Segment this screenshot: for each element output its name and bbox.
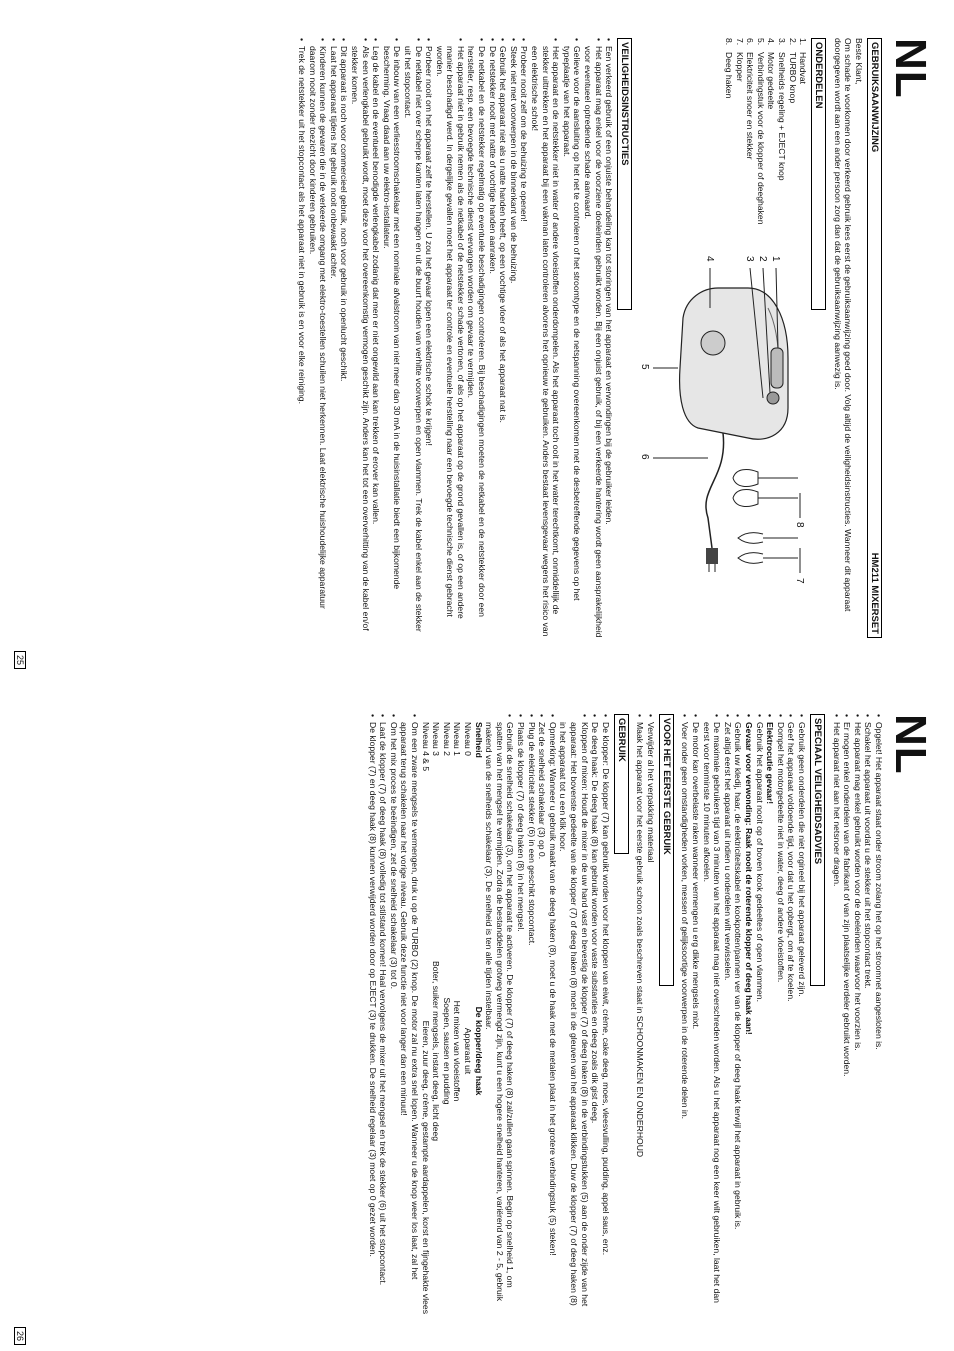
callout-2: 2 [757,256,769,262]
list-item: • De maximale gebruikers tijd van 3 minuten van het apparaat mag niet overschreden worden. Als u het apparaat nog een keer wilt gebruiken, laat het dan eerst voor tenminste 10 minuten afkoelen. [701,714,722,1314]
list-item: • Elektrocutie gevaar! [765,714,776,1314]
mixer-diagram [638,248,808,608]
list-item: • Het apparaat mag enkel gebruikt worden voor de doeleinden waarvoor het voorzien is. [852,714,863,1314]
list-item: • Probeer nooit zelf om de behuizing te openen! [519,38,530,638]
model-title: HM211 MIXERSET [869,552,880,634]
list-item: • Gevaar voor verwonding: Raak nooit de roterende klopper of deeg haak aan! [743,714,754,1314]
speed-level: Niveau 3 [431,722,442,756]
list-item: • De netkabel niet over scherpe kanten laten hangen en uit de buurt houden van verhitte voorwerpen en open vlammen. Trek de kabel enkel aan de stekker uit het stopcontact. [402,38,423,638]
mixer-illustration [638,248,808,608]
section-header-first-use: VOOR HET EERSTE GEBRUIK [659,714,674,986]
list-item: • Schakel het apparaat uit voordat u de stekker uit het stopcontact trekt. [863,714,874,1314]
warning-list [831,714,884,1314]
speed-level: Niveau 4 & 5 [420,722,431,772]
list-item: • Kinderen kunnen de gevaren die in de verkeerde omgang met elektro-toestellen schuilen niet herkennen. Laat elektrische huishoudelijke apparatuur daarom nooit zonder toezicht door kinderen gebruiken. [307,38,328,638]
list-item: • De netkabel en de netstekker regelmatig op eventuele beschadigingen controleren. Bij beschadigingen moeten de netkabel en de netstekker door een hersteller, resp. een bevoegde technische dienst vervangen worden om gevaar te vermijden. [466,38,487,638]
section-header-safety: VEILIGHEIDSINSTRUCTIES [617,38,632,310]
part-item: 4. Motor gedeelte [766,38,777,110]
list-item: • Dompel het motorgedeelte niet in water, deeg of andere vloeistoffen. [775,714,786,1314]
section-header-parts: ONDERDELEN [811,38,826,310]
list-item: • Maak het apparaat voor het eerste gebruik schoon zoals beschreven staat in SCHOONMAKEN EN ONDERHOUD [635,714,646,1314]
callout-6: 6 [639,454,651,460]
list-item: • Gebruik geen onderdelen die niet orgineel bij het apparaat geleverd zijn. [796,714,807,1314]
safety-list [296,38,614,638]
list-item: • Zet de snelheid schakelaar (3) op 0. [537,714,548,1314]
list-item: • Om een zware mengsels te vermengen, druk u op de TURBO (2) knop. De motor zal nu extra snel lopen. Wanneer u de knop weer los laat, zal het apparaat terug schakelen naar het vorige niveau. Gebruik deze functie niet voor langer dan een minuut! [399,714,420,1314]
section-header-special-safety: SPECIAAL VEILIGHEIDSADVIES [810,714,825,986]
page-26 [0,676,954,1351]
section-header-use: GEBRUIK [614,714,629,854]
parts-list [638,38,808,248]
list-item: • Zet altijd eerst het apparaat uit indien u onderdelen wilt verwisselen. [722,714,733,1314]
use-after-list [367,714,420,1314]
page-number: 26 [14,1327,26,1345]
list-item: • Gebruik de snelheid schakelaar (3), om het apparaat te activeren. De klopper (7) of deeg haken (8) zal/zullen gaan spinnen. Begin op snelheid 1, om spatten van het mengsel te vermijden. Zodra de bestanddelen grotweg vermengd zijn, kunt u een hogere snelheid hanteren, variërend van 2 - 5, gebruik makend van de snelheids schakelaar (3). De snelheid is ten alle tijden instelbaar. [484,714,516,1314]
callout-7: 7 [794,578,806,584]
intro-text: Om schade te voorkomen door verkeerd gebruik lees eerst de gebruiksaanwijzing goed door. Volg altijd de veiligheidsinstructies. Wanneer dit apparaat doorgegeven wordt aan een ander persoon zorg dan dat de gebruiksaanwijzing aanwezig is. [832,38,854,612]
list-item: • Porbeer nooit om het apparaat zelf te herstellen. U zou het gevaar lopen een elektrische schok te krijgen! [424,38,435,638]
callout-1: 1 [770,256,782,262]
language-heading: NL [886,38,935,99]
page-25 [0,0,954,675]
list-item: • Laat de klopper (7) of deeg haak (8) volledig tot stilstand komen! Haal vervolgens de mixer uit het mengsel en trek de stekker (6) uit het stopcontact. [378,714,389,1314]
section-header-manual [867,38,882,638]
manual-title: GEBRUIKSAANWIJZING [869,42,880,153]
list-item: • De klopper (7) en deeg haak (8) kunnen verwijderd worden door op EJECT (3) te drukken. De snelheid regelaar (3) moet op 0 gezet worden. [367,714,378,1314]
list-item: • Leg de kabel en de eventueel benodigde verlengkabel zodanig dat men er niet ongewild aan kan trekken of erover kan vallen. [371,38,382,638]
first-use-list [635,714,656,1314]
list-item: • De netstekker nooit met natte of vochtige handen aanraken. [487,38,498,638]
speed-use: Eieren, zuur deeg, crème, gestampte aardappelen, korst en fijngehakte vlees [420,1020,431,1314]
list-item: • Er mogen enkel onderdelen van de fabrikant of van zijn plaatselijke verdeler gebruikt worden. [842,714,853,1314]
speed-table [420,714,484,1314]
part-item: 8. Deeg haken [724,38,735,99]
speed-level: Niveau 1 [452,722,463,756]
speed-level: Niveau 2 [441,722,452,756]
list-item: • Plaats de klopper (7) of deeg haken (8) in het mengsel. [515,714,526,1314]
speed-level: Niveau 0 [463,722,473,756]
part-item: 7. Klopper [734,38,745,82]
list-item: • Trek de netstekker uit het stopcontact als het apparaat niet in gebruik is en voor elke reiniging. [296,38,307,638]
speed-use: Boter, suiker mengsels, instant deeg, licht deeg [431,960,442,1142]
list-item: • Gebruik het apparaat nooit op of boven kook gedeeltes of open vlammen. [754,714,765,1314]
list-item: • Gelieve voor de aansluiting op het net te controleren of het stroomtype en de netspanning overeenkomen met de desbetreffende gegevens op het typeplaatje van het apparaat. [561,38,582,638]
speed-table-head-right: De klopper/deeg haak [473,1006,484,1096]
list-item: • Dit apparaat is noch voor commercieel gebruik, noch voor gebruik in openlucht geschikt. [339,38,350,638]
list-item: • Het apparaat mag enkel voor de voorziene doeleinden gebruikt worden. Bij een onjuist gebruik, of bij een verkeerde hantering wordt geen aansprakelijkheid voor eventueel optredende schade aanvaard. [582,38,603,638]
callout-5: 5 [639,364,651,370]
speed-use: Apparaat uit [463,1027,473,1075]
list-item: • Geef het apparaat voldoende tijd, voor dat u het opbergt, om af te koelen. [786,714,797,1314]
callout-3: 3 [744,256,756,262]
part-item: 6. Elektriciteit snoer en stekker [745,38,756,160]
speed-table-head-left: Snelheid [473,722,484,758]
list-item: • Kloppen of mixen: Houdt de mixer in de uw hand vast en bevestig de klopper (7) of deeg haken (8) in de verbindingstukken (5) aan de onder zijde van het apparaat: Het bovenste gedeelte van de klopper (7) of deeg haken (8) moet in de gleuven van het apparaat klikken. Duw de klopper (7) of deeg haken (8) in het apparaat tot u een klik hoor. [558,714,590,1314]
list-item: • Laat het apparaat tijdens het gebruik nooit onbewaakt achter. [328,38,339,638]
speed-use: Het mixen van vloeistoffen [452,1000,463,1102]
special-safety-list [680,714,807,1314]
greeting: Beste Klant, [854,38,864,85]
part-item: 2. TURBO knop [787,38,798,104]
part-item: 5. Verbindingstuk voor de klopper of deeghaken [755,38,766,225]
list-item: • De inbouw van een verliesstroomschakelaar met een nominale afvalstroom van niet meer dan 30 mA in de huisinstallatie biedt een bijkomende bescherming. Vraag daad aan uw elektro-installateur. [381,38,402,638]
list-item: • Plug de elektriciteit stekker (6) in een geschikt stopcontact. [526,714,537,1314]
list-item: • Een verkeerd gebruik of een onjuiste behandeling kan tot storingen van het apparaat en verwondingen bij de gebruiker leiden. [604,38,615,638]
list-item: • Voer onder geen omstandigheden vorken, messen of gelijksoortige voorwerpen in de roterende delen in. [680,714,691,1314]
language-heading: NL [886,714,935,775]
list-item: • Opmerking: Wanneer u gebruik maakt van de deeg haken (8), moet u de haak met de metalen plaat in het grotere verbindingstuk (5) steken! [547,714,558,1314]
part-item: 3. Snelheids regeling + EJECT knop [777,38,788,181]
list-item: • Het apparaat niet aan het netsnoer dragen. [831,714,842,1314]
use-list [484,714,611,1314]
list-item: • Steek niet met voorwerpen in de binnenkant van de behuizing. [508,38,519,638]
list-item: • De motor kan overbelaste raken wanneer vermengen u erg dikke mengsels mixt. [691,714,702,1314]
list-item: • Om het mix proces te beëindigen, zet de snelheid schakelaar (3) tot 0. [388,714,399,1314]
callout-8: 8 [794,522,806,528]
list-item: • Het apparaat en de netstekker niet in water of andere vloeistoffen onderdompelen. Als het apparaat toch ooit in het water terechtkomt, onmiddellijk de stekker uittrekken en het apparaat bij een vakman laten controleren alvorens het opnieuw te gebruiken. Anders bestaat levensgevaar wegens het risico van een elektrische schok! [529,38,561,638]
page-number: 25 [14,651,26,669]
list-item: • Gebruik het apparaat niet als u natte handen heeft, op een vochtige vloer of als het apparaat nat is. [498,38,509,638]
list-item: • De deeg haak: De deeg haak (8) kan gebruikt worden voor vaste substanties en deeg zoals dik gist deeg. [590,714,601,1314]
speed-use: Soepen, sausen en pudding [441,997,452,1105]
part-item: 1. Handvat [798,38,809,85]
list-item: • Het apparaat niet in gebruik nemen als de netkabel of de netstekker schade vertonen, of als op het apparaat op de grond gevallen is, of op een andere manier beschadigd werd. In dergelijke gevallen moet het apparaat ter controle en eventuele herstelling naar een bevoegde technische dienst gebracht worden. [434,38,466,638]
list-item: • Verwijder al het verpakking materiaal [645,714,656,1314]
list-item: • Als een verlengkabel gebruikt wordt, moet deze voor het overeenkomstig vermogen geschikt zijn. Anders kan het tot een oververhitting van de kabel en/of stekker komen. [349,38,370,638]
list-item: • Gebruik uw kledij, haar, de elektriciteitskabel en kookpotten/pannen ver van de klopper of deeg haak terwijl het apparaat in gebruik is. [733,714,744,1314]
list-item: • Opgelet! Het apparaat staat onder stroom zolang het op het stroomnet aangesloten is. [873,714,884,1314]
callout-4: 4 [704,256,716,262]
list-item: • De klopper: De klopper (7) kan gebruikt worden voor het kloppen van eiwit, crème, cake deeg, moes, vleesvulling, pudding, appel saus, enz. [600,714,611,1314]
